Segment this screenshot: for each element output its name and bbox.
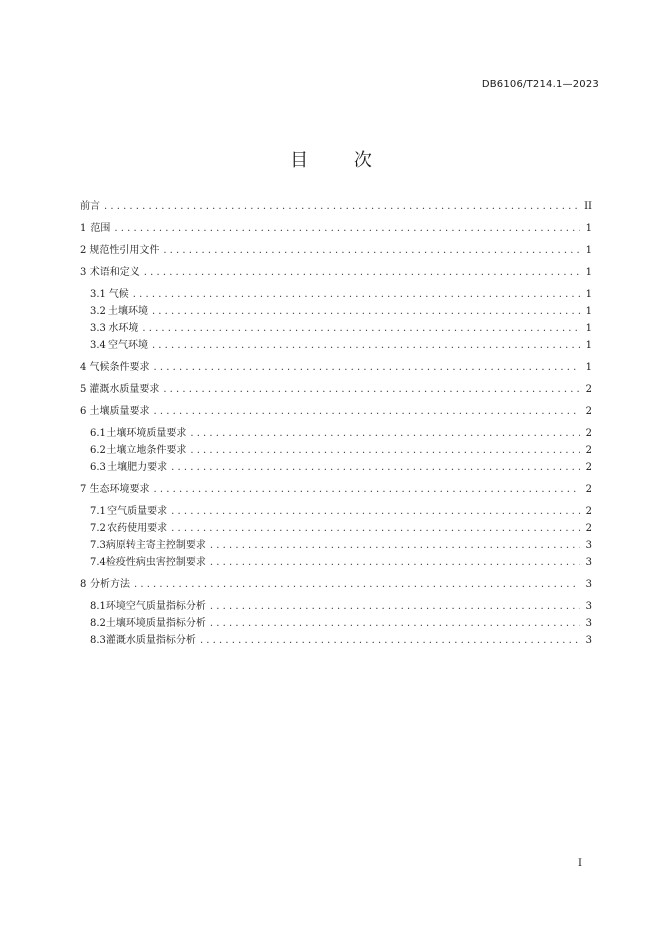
toc-entry[interactable] (80, 404, 592, 420)
toc-entry[interactable] (90, 287, 592, 303)
toc-entry-page: 3 (585, 635, 592, 646)
toc-entry-number: 7.2 (90, 523, 106, 534)
toc-dot-leader (200, 633, 580, 649)
toc-dot-leader (154, 482, 580, 498)
toc-dot-leader (210, 555, 580, 571)
toc-entry[interactable] (90, 338, 592, 354)
toc-entry-page: 3 (585, 540, 592, 551)
toc-entry[interactable] (90, 426, 592, 442)
toc-entry-label: 土壤环境 (107, 306, 148, 317)
toc-entry-label: 土壤环境质量指标分析 (105, 618, 206, 629)
toc-dot-leader (134, 577, 580, 593)
toc-entry-number: 7.3 (90, 540, 106, 551)
toc-entry[interactable] (80, 199, 592, 215)
toc-entry-label: 土壤环境质量要求 (106, 428, 187, 439)
toc-dot-leader (133, 287, 580, 303)
toc-dot-leader (163, 243, 580, 259)
toc-entry-page: 2 (585, 462, 592, 473)
toc-entry-label: 术语和定义 (89, 267, 140, 278)
toc-entry-label: 检疫性病虫害控制要求 (105, 557, 206, 568)
toc-entry[interactable] (80, 243, 592, 259)
toc-entry[interactable] (80, 482, 592, 498)
toc-entry-page: 3 (585, 557, 592, 568)
toc-entry[interactable] (80, 221, 592, 237)
toc-entry-number: 7.4 (90, 557, 106, 568)
toc-entry-number: 8.1 (90, 601, 106, 612)
toc-entry-number: 4 (80, 362, 87, 373)
toc-entry-page: 1 (585, 289, 592, 300)
toc-entry[interactable] (80, 577, 592, 593)
toc-entry-number: 3.3 (90, 323, 106, 334)
toc-entry-page: 1 (585, 223, 592, 234)
toc-entry-number: 1 (80, 223, 87, 234)
toc-entry[interactable] (90, 555, 592, 571)
toc-entry-number: 5 (80, 384, 87, 395)
toc-entry-page: 1 (585, 306, 592, 317)
toc-entry-label: 规范性引用文件 (89, 245, 160, 256)
toc-entry-number: 6.2 (90, 445, 106, 456)
toc-entry[interactable] (90, 633, 592, 649)
toc-entry-page: 1 (585, 362, 592, 373)
toc-entry-label: 农药使用要求 (107, 523, 168, 534)
toc-entry-number: 3.4 (90, 340, 106, 351)
toc-dot-leader (152, 338, 580, 354)
toc-entry[interactable] (90, 504, 592, 520)
toc-entry[interactable] (80, 382, 592, 398)
toc-entry-number: 8.2 (90, 618, 106, 629)
toc-entry[interactable] (80, 360, 592, 376)
toc-dot-leader (190, 426, 580, 442)
toc-entry-label: 灌溉水质量指标分析 (105, 635, 196, 646)
toc-entry-label: 土壤立地条件要求 (106, 445, 187, 456)
toc-entry-label: 环境空气质量指标分析 (105, 601, 206, 612)
toc-entry-label: 土壤肥力要求 (107, 462, 168, 473)
toc-dot-leader (210, 599, 580, 615)
toc-entry-label: 土壤质量要求 (89, 406, 150, 417)
toc-entry-number: 6.1 (90, 428, 106, 439)
toc-dot-leader (210, 538, 580, 554)
page-title: 目 次 (290, 150, 392, 171)
toc-entry-page: 3 (585, 601, 592, 612)
toc-entry-label: 分析方法 (89, 579, 130, 590)
toc-entry-page: 3 (585, 579, 592, 590)
toc-entry-page: 1 (585, 245, 592, 256)
toc-entry-number: 6 (80, 406, 87, 417)
toc-dot-leader (210, 616, 580, 632)
toc-entry-label: 灌溉水质量要求 (89, 384, 160, 395)
toc-entry-number: 8 (80, 579, 87, 590)
toc-entry-label: 前言 (80, 201, 100, 212)
page-number: I (578, 858, 582, 869)
toc-entry-label: 生态环境要求 (89, 484, 150, 495)
toc-entry-page: 2 (585, 406, 592, 417)
toc-entry-label: 范围 (90, 223, 111, 234)
toc-entry-page: 2 (585, 506, 592, 517)
toc-entry[interactable] (90, 616, 592, 632)
toc-entry-page: 3 (585, 618, 592, 629)
toc-entry-page: 2 (585, 445, 592, 456)
toc-entry-number: 3.2 (90, 306, 106, 317)
toc-entry[interactable] (80, 265, 592, 281)
toc-entry-page: 2 (585, 484, 592, 495)
document-code: DB6106/T214.1—2023 (481, 79, 599, 90)
toc-entry[interactable] (90, 538, 592, 554)
toc-dot-leader (190, 443, 580, 459)
toc-entry-label: 气候 (108, 289, 129, 300)
toc-entry-page: II (584, 201, 592, 212)
toc-entry-label: 空气质量要求 (107, 506, 168, 517)
toc-dot-leader (154, 360, 580, 376)
toc-entry-label: 水环境 (108, 323, 139, 334)
toc-entry-page: 1 (585, 267, 592, 278)
toc-entry[interactable] (90, 321, 592, 337)
toc-entry-number: 7 (80, 484, 87, 495)
toc-entry[interactable] (90, 443, 592, 459)
toc-entry-page: 1 (585, 340, 592, 351)
toc-dot-leader (154, 404, 580, 420)
toc-entry-label: 空气环境 (107, 340, 148, 351)
toc-entry-number: 2 (80, 245, 87, 256)
toc-entry-page: 2 (585, 384, 592, 395)
toc-entry-number: 6.3 (90, 462, 106, 473)
toc-entry-page: 2 (585, 523, 592, 534)
toc-entry-number: 7.1 (90, 506, 106, 517)
toc-dot-leader (152, 304, 580, 320)
toc-entry-number: 3 (80, 267, 87, 278)
toc-dot-leader (171, 521, 580, 537)
toc-dot-leader (171, 460, 580, 476)
toc-dot-leader (163, 382, 580, 398)
toc-entry-page: 2 (585, 428, 592, 439)
toc-dot-leader (171, 504, 580, 520)
toc-dot-leader (114, 221, 580, 237)
toc-entry[interactable] (90, 460, 592, 476)
toc-entry[interactable] (90, 521, 592, 537)
toc-entry[interactable] (90, 304, 592, 320)
toc-dot-leader (104, 199, 580, 215)
toc-entry-page: 1 (585, 323, 592, 334)
toc-entry-label: 气候条件要求 (89, 362, 150, 373)
toc-dot-leader (142, 321, 580, 337)
toc-entry-number: 3.1 (90, 289, 106, 300)
toc-entry-label: 病原转主寄主控制要求 (105, 540, 206, 551)
toc-dot-leader (144, 265, 580, 281)
toc-entry[interactable] (90, 599, 592, 615)
toc-entry-number: 8.3 (90, 635, 106, 646)
